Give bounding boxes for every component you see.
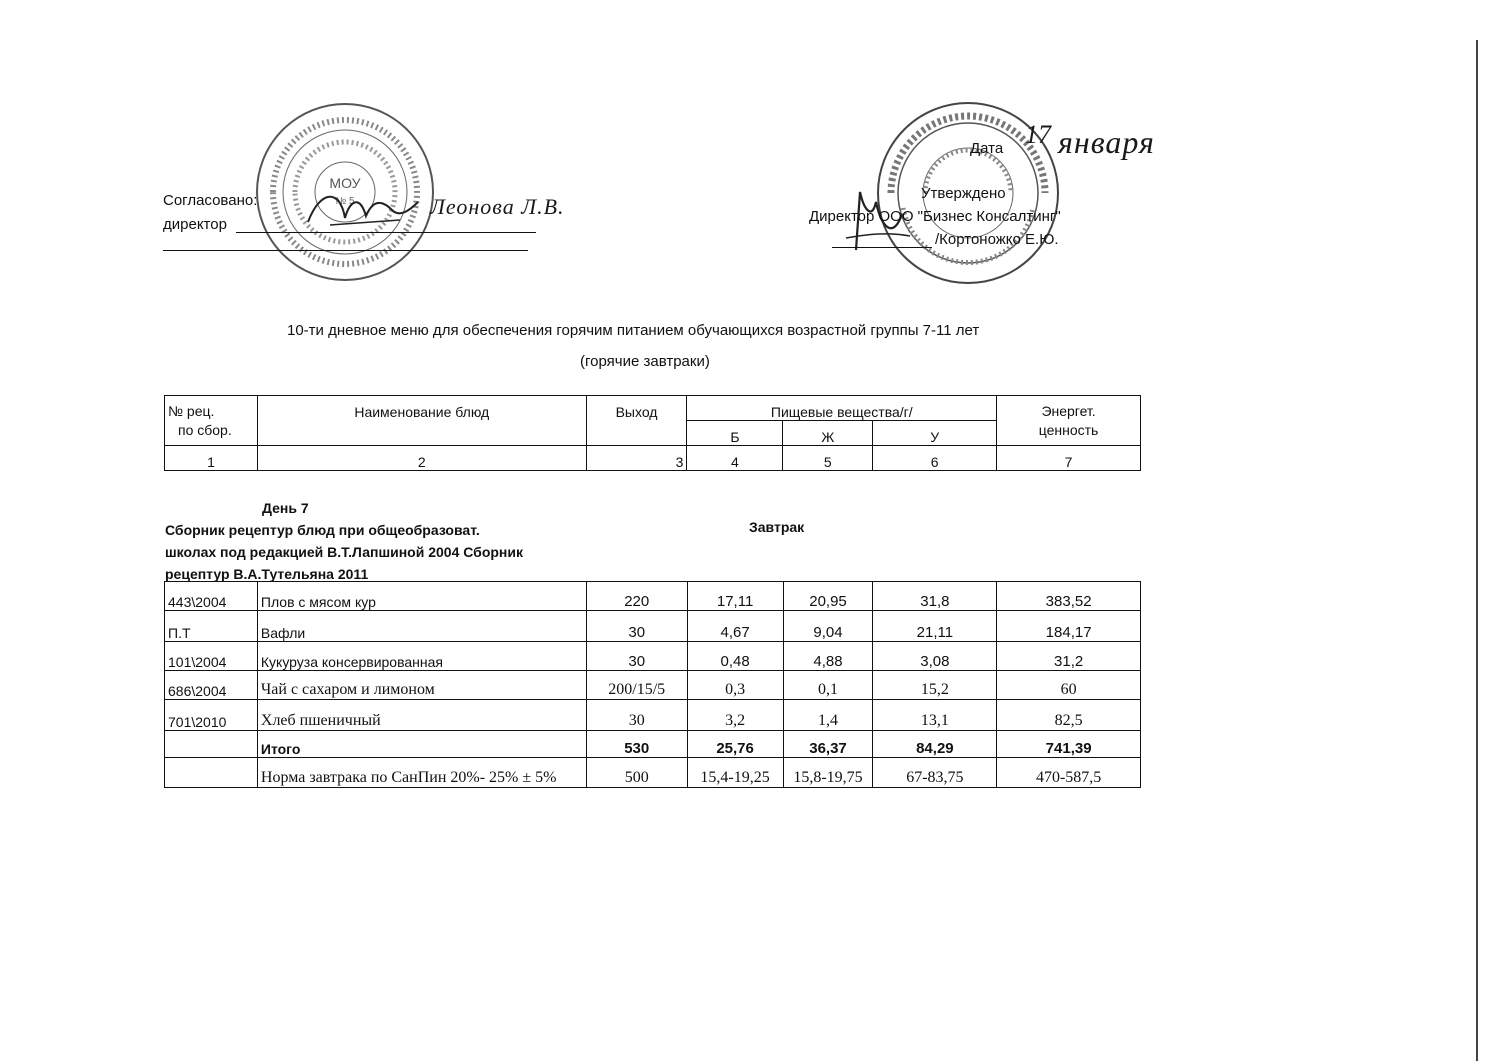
header-energy: Энергет. ценность [997,396,1141,446]
total-protein: 25,76 [687,731,783,758]
recipe-number: 701\2010 [165,700,258,731]
dish-name: Плов с мясом кур [257,582,586,611]
index-cell: 1 [165,446,258,471]
svg-text:№ 5: № 5 [335,196,355,207]
norm-recipe-number [165,758,258,788]
dish-name: Вафли [257,611,586,642]
dish-energy: 31,2 [997,642,1141,671]
norm-output: 500 [586,758,687,788]
approved-label: Утверждено [921,185,1006,202]
approved-role: Директор ООО "Бизнес Консалтинг" [809,208,1061,225]
header-nutrients: Пищевые вещества/г/ [687,396,997,421]
dish-output: 220 [586,582,687,611]
dish-carbs: 13,1 [873,700,997,731]
svg-text:МОУ: МОУ [329,175,361,191]
date-label: Дата [970,140,1004,157]
dish-protein: 0,48 [687,642,783,671]
dish-energy: 383,52 [997,582,1141,611]
dish-name: Кукуруза консервированная [257,642,586,671]
index-cell: 7 [997,446,1141,471]
date-month: января [1058,124,1155,160]
source-line-1: Сборник рецептур блюд при общеобразоват. [165,522,480,538]
approved-signature-line [832,247,932,248]
meal-label: Завтрак [749,519,805,535]
header-recipe-number: № рец. по сбор. [165,396,258,446]
recipe-number: 443\2004 [165,582,258,611]
dish-fat: 9,04 [783,611,873,642]
total-recipe-number [165,731,258,758]
header-output: Выход [586,396,687,446]
dish-name: Хлеб пшеничный [257,700,586,731]
norm-fat: 15,8-19,75 [783,758,873,788]
recipe-number: П.Т [165,611,258,642]
header-protein: Б [687,421,783,446]
header-carbs: У [873,421,997,446]
source-line-3: рецептур В.А.Тутельяна 2011 [165,566,369,582]
page-edge [1476,40,1478,1061]
dish-output: 30 [586,611,687,642]
agreed-label: Согласовано: [163,192,258,209]
dish-name: Чай с сахаром и лимоном [257,671,586,700]
dish-energy: 184,17 [997,611,1141,642]
table-row [165,700,1141,731]
header-table [164,395,1141,471]
document-title: 10-ти дневное меню для обеспечения горячим питанием обучающихся возрастной группы 7-11 лет [287,322,980,339]
dish-carbs: 15,2 [873,671,997,700]
table-row [165,671,1141,700]
dish-energy: 60 [997,671,1141,700]
source-line-2: школах под редакцией В.Т.Лапшиной 2004 Сборник [165,544,523,560]
dish-carbs: 31,8 [873,582,997,611]
norm-row [165,758,1141,788]
dish-output: 30 [586,700,687,731]
agreed-signature-line [236,232,536,233]
dish-fat: 4,88 [783,642,873,671]
table-row [165,611,1141,642]
table-row [165,642,1141,671]
approved-name: /Кортоножко Е.Ю. [935,231,1059,248]
left-signature-icon [300,180,440,240]
table-row [165,582,1141,611]
index-cell: 6 [873,446,997,471]
total-row [165,731,1141,758]
day-label: День 7 [262,500,309,516]
norm-carbs: 67-83,75 [873,758,997,788]
norm-protein: 15,4-19,25 [687,758,783,788]
header-dish-name: Наименование блюд [257,396,586,446]
dish-protein: 0,3 [687,671,783,700]
norm-energy: 470-587,5 [997,758,1141,788]
dish-protein: 17,11 [687,582,783,611]
document-subtitle: (горячие завтраки) [580,353,710,370]
dish-fat: 0,1 [783,671,873,700]
dish-protein: 3,2 [687,700,783,731]
agreed-role: директор [163,216,227,233]
total-fat: 36,37 [783,731,873,758]
left-handwritten-name: Леонова Л.В. [430,194,565,219]
dish-output: 200/15/5 [586,671,687,700]
index-cell: 2 [257,446,586,471]
index-cell: 3 [586,446,687,471]
dish-carbs: 21,11 [873,611,997,642]
dish-output: 30 [586,642,687,671]
index-cell: 4 [687,446,783,471]
dish-fat: 20,95 [783,582,873,611]
dish-energy: 82,5 [997,700,1141,731]
total-output: 530 [586,731,687,758]
total-label: Итого [257,731,586,758]
total-carbs: 84,29 [873,731,997,758]
recipe-number: 101\2004 [165,642,258,671]
recipe-number: 686\2004 [165,671,258,700]
dish-carbs: 3,08 [873,642,997,671]
index-cell: 5 [783,446,873,471]
norm-label: Норма завтрака по СанПин 20%- 25% ± 5% [257,758,586,788]
total-energy: 741,39 [997,731,1141,758]
dish-protein: 4,67 [687,611,783,642]
menu-table [164,581,1141,788]
dish-fat: 1,4 [783,700,873,731]
agreed-bottom-line [163,250,528,251]
date-day: 17 [1025,120,1051,149]
header-fat: Ж [783,421,873,446]
